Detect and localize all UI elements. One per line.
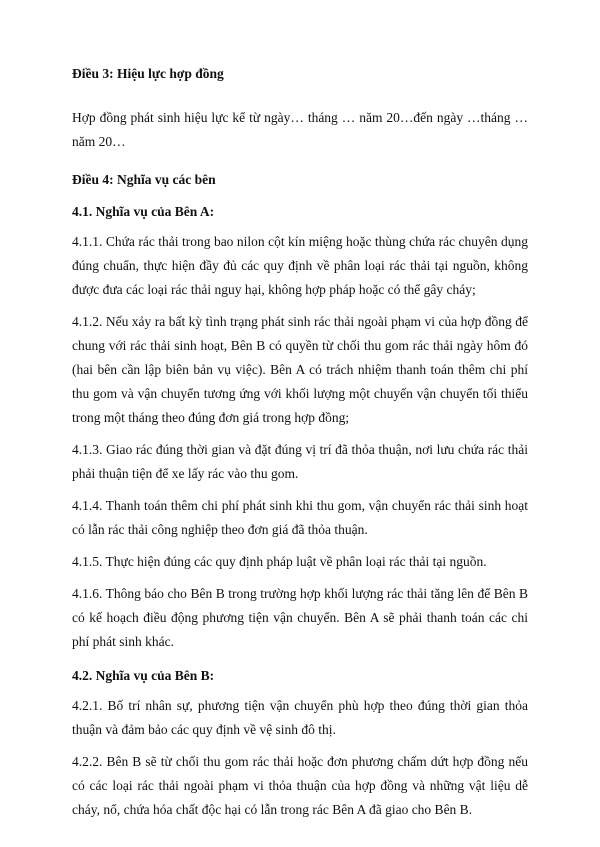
clause-4-2-2: 4.2.2. Bên B sẽ từ chối thu gom rác thải hoặc đơn phương chấm dứt hợp đồng nếu có các loại rác thải ngoài phạm vi thỏa thuận của hợp đồng và những vật liệu dễ cháy, nổ, chứa hóa chất độc hại có lẫn trong rác Bên A đã giao cho Bên B. (72, 754, 528, 817)
clause-4-1-6: 4.1.6. Thông báo cho Bên B trong trường hợp khối lượng rác thải tăng lên để Bên B có kế hoạch điều động phương tiện vận chuyển. Bên A sẽ phải thanh toán các chi phí phát sinh khác. (72, 586, 528, 649)
article-3-title: Điều 3: Hiệu lực hợp đồng (72, 66, 224, 81)
clause-4-1-5: 4.1.5. Thực hiện đúng các quy định pháp luật về phân loại rác thải tại nguồn. (72, 554, 487, 569)
clause-4-1-4: 4.1.4. Thanh toán thêm chi phí phát sinh khi thu gom, vận chuyển rác thải sinh hoạt có lẫn rác thải công nghiệp theo đơn giá đã thỏa thuận. (72, 498, 528, 537)
party-b-heading: 4.2. Nghĩa vụ của Bên B: (72, 668, 215, 683)
article-3-body: Hợp đồng phát sinh hiệu lực kể từ ngày… tháng … năm 20…đến ngày …tháng …năm 20… (72, 110, 528, 149)
party-a-heading: 4.1. Nghĩa vụ của Bên A: (72, 204, 215, 219)
clause-4-2-1: 4.2.1. Bố trí nhân sự, phương tiện vận chuyển phù hợp theo đúng thời gian thỏa thuận và đảm bảo các quy định về vệ sinh đô thị. (72, 698, 528, 737)
clause-4-1-3: 4.1.3. Giao rác đúng thời gian và đặt đúng vị trí đã thỏa thuận, nơi lưu chứa rác thải phải thuận tiện để xe lấy rác vào thu gom. (72, 442, 528, 481)
clause-4-1-1: 4.1.1. Chứa rác thải trong bao nilon cột kín miệng hoặc thùng chứa rác chuyên dụng đúng chuẩn, thực hiện đầy đủ các quy định về phân loại rác thải tại nguồn, không được đưa các loại rác thải nguy hại, không hợp pháp hoặc có thể gây cháy; (72, 234, 528, 297)
clause-4-1-2: 4.1.2. Nếu xảy ra bất kỳ tình trạng phát sinh rác thải ngoài phạm vi của hợp đồng để chung với rác thải sinh hoạt, Bên B có quyền từ chối thu gom rác thải ngày hôm đó (hai bên cần lập biên bản vụ việc). Bên A có trách nhiệm thanh toán thêm chi phí thu gom và vận chuyển tương ứng với khối lượng một chuyến vận chuyển tối thiểu trong một tháng theo đúng đơn giá trong hợp đồng; (72, 314, 528, 425)
article-4-title: Điều 4: Nghĩa vụ các bên (72, 172, 216, 187)
